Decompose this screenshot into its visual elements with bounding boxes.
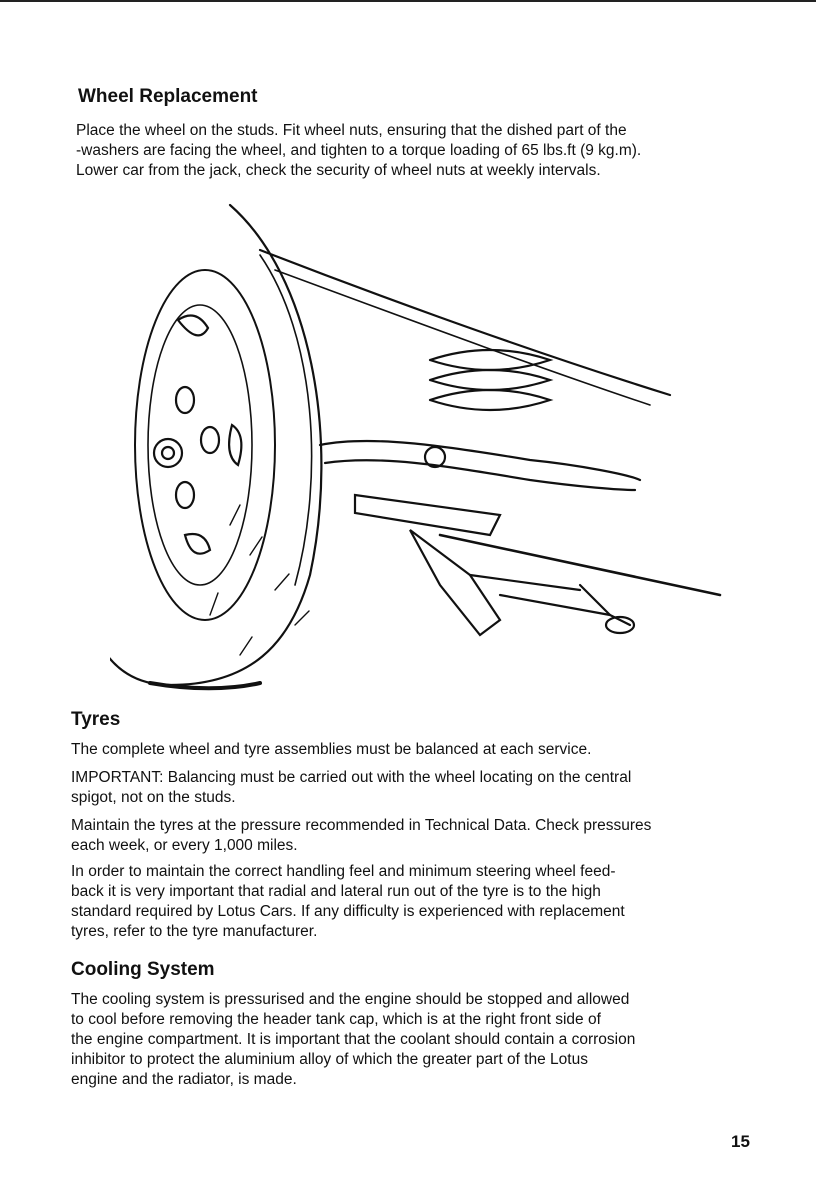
top-rule	[0, 0, 816, 2]
paragraph-wheel-replacement: Place the wheel on the studs. Fit wheel nuts, ensuring that the dished part of the -washers are facing the wheel, and tighten to a torque loading of 65 lbs.ft (9 kg.m). Lower car from the jack, check the security of wheel nuts at weekly intervals.	[76, 122, 642, 179]
paragraph-tyres-handling: In order to maintain the correct handling feel and minimum steering wheel feed- back it is very important that radial and lateral run out of the tyre is to the high standard required by Lotus Cars. If any difficulty is experienced with replacement tyres, refer to the tyre manufacturer.	[71, 863, 625, 940]
paragraph-tyres-pressure: Maintain the tyres at the pressure recommended in Technical Data. Check pressures each week, or every 1,000 miles.	[71, 817, 652, 854]
wheel-jack-illustration	[110, 195, 750, 705]
page-number: 15	[731, 1132, 750, 1151]
paragraph-tyres-balancing: The complete wheel and tyre assemblies must be balanced at each service.	[71, 741, 592, 758]
heading-wheel-replacement: Wheel Replacement	[78, 86, 258, 107]
heading-cooling-system: Cooling System	[71, 959, 215, 980]
paragraph-cooling-system: The cooling system is pressurised and the engine should be stopped and allowed to cool before removing the header tank cap, which is at the right front side of the engine compartment. It is important that the coolant should contain a corrosion inhibitor to protect the aluminium alloy of which the greater part of the Lotus engine and the radiator, is made.	[71, 991, 636, 1088]
heading-tyres: Tyres	[71, 709, 121, 730]
paragraph-tyres-important: IMPORTANT: Balancing must be carried out with the wheel locating on the central spigot, not on the studs.	[71, 769, 632, 806]
